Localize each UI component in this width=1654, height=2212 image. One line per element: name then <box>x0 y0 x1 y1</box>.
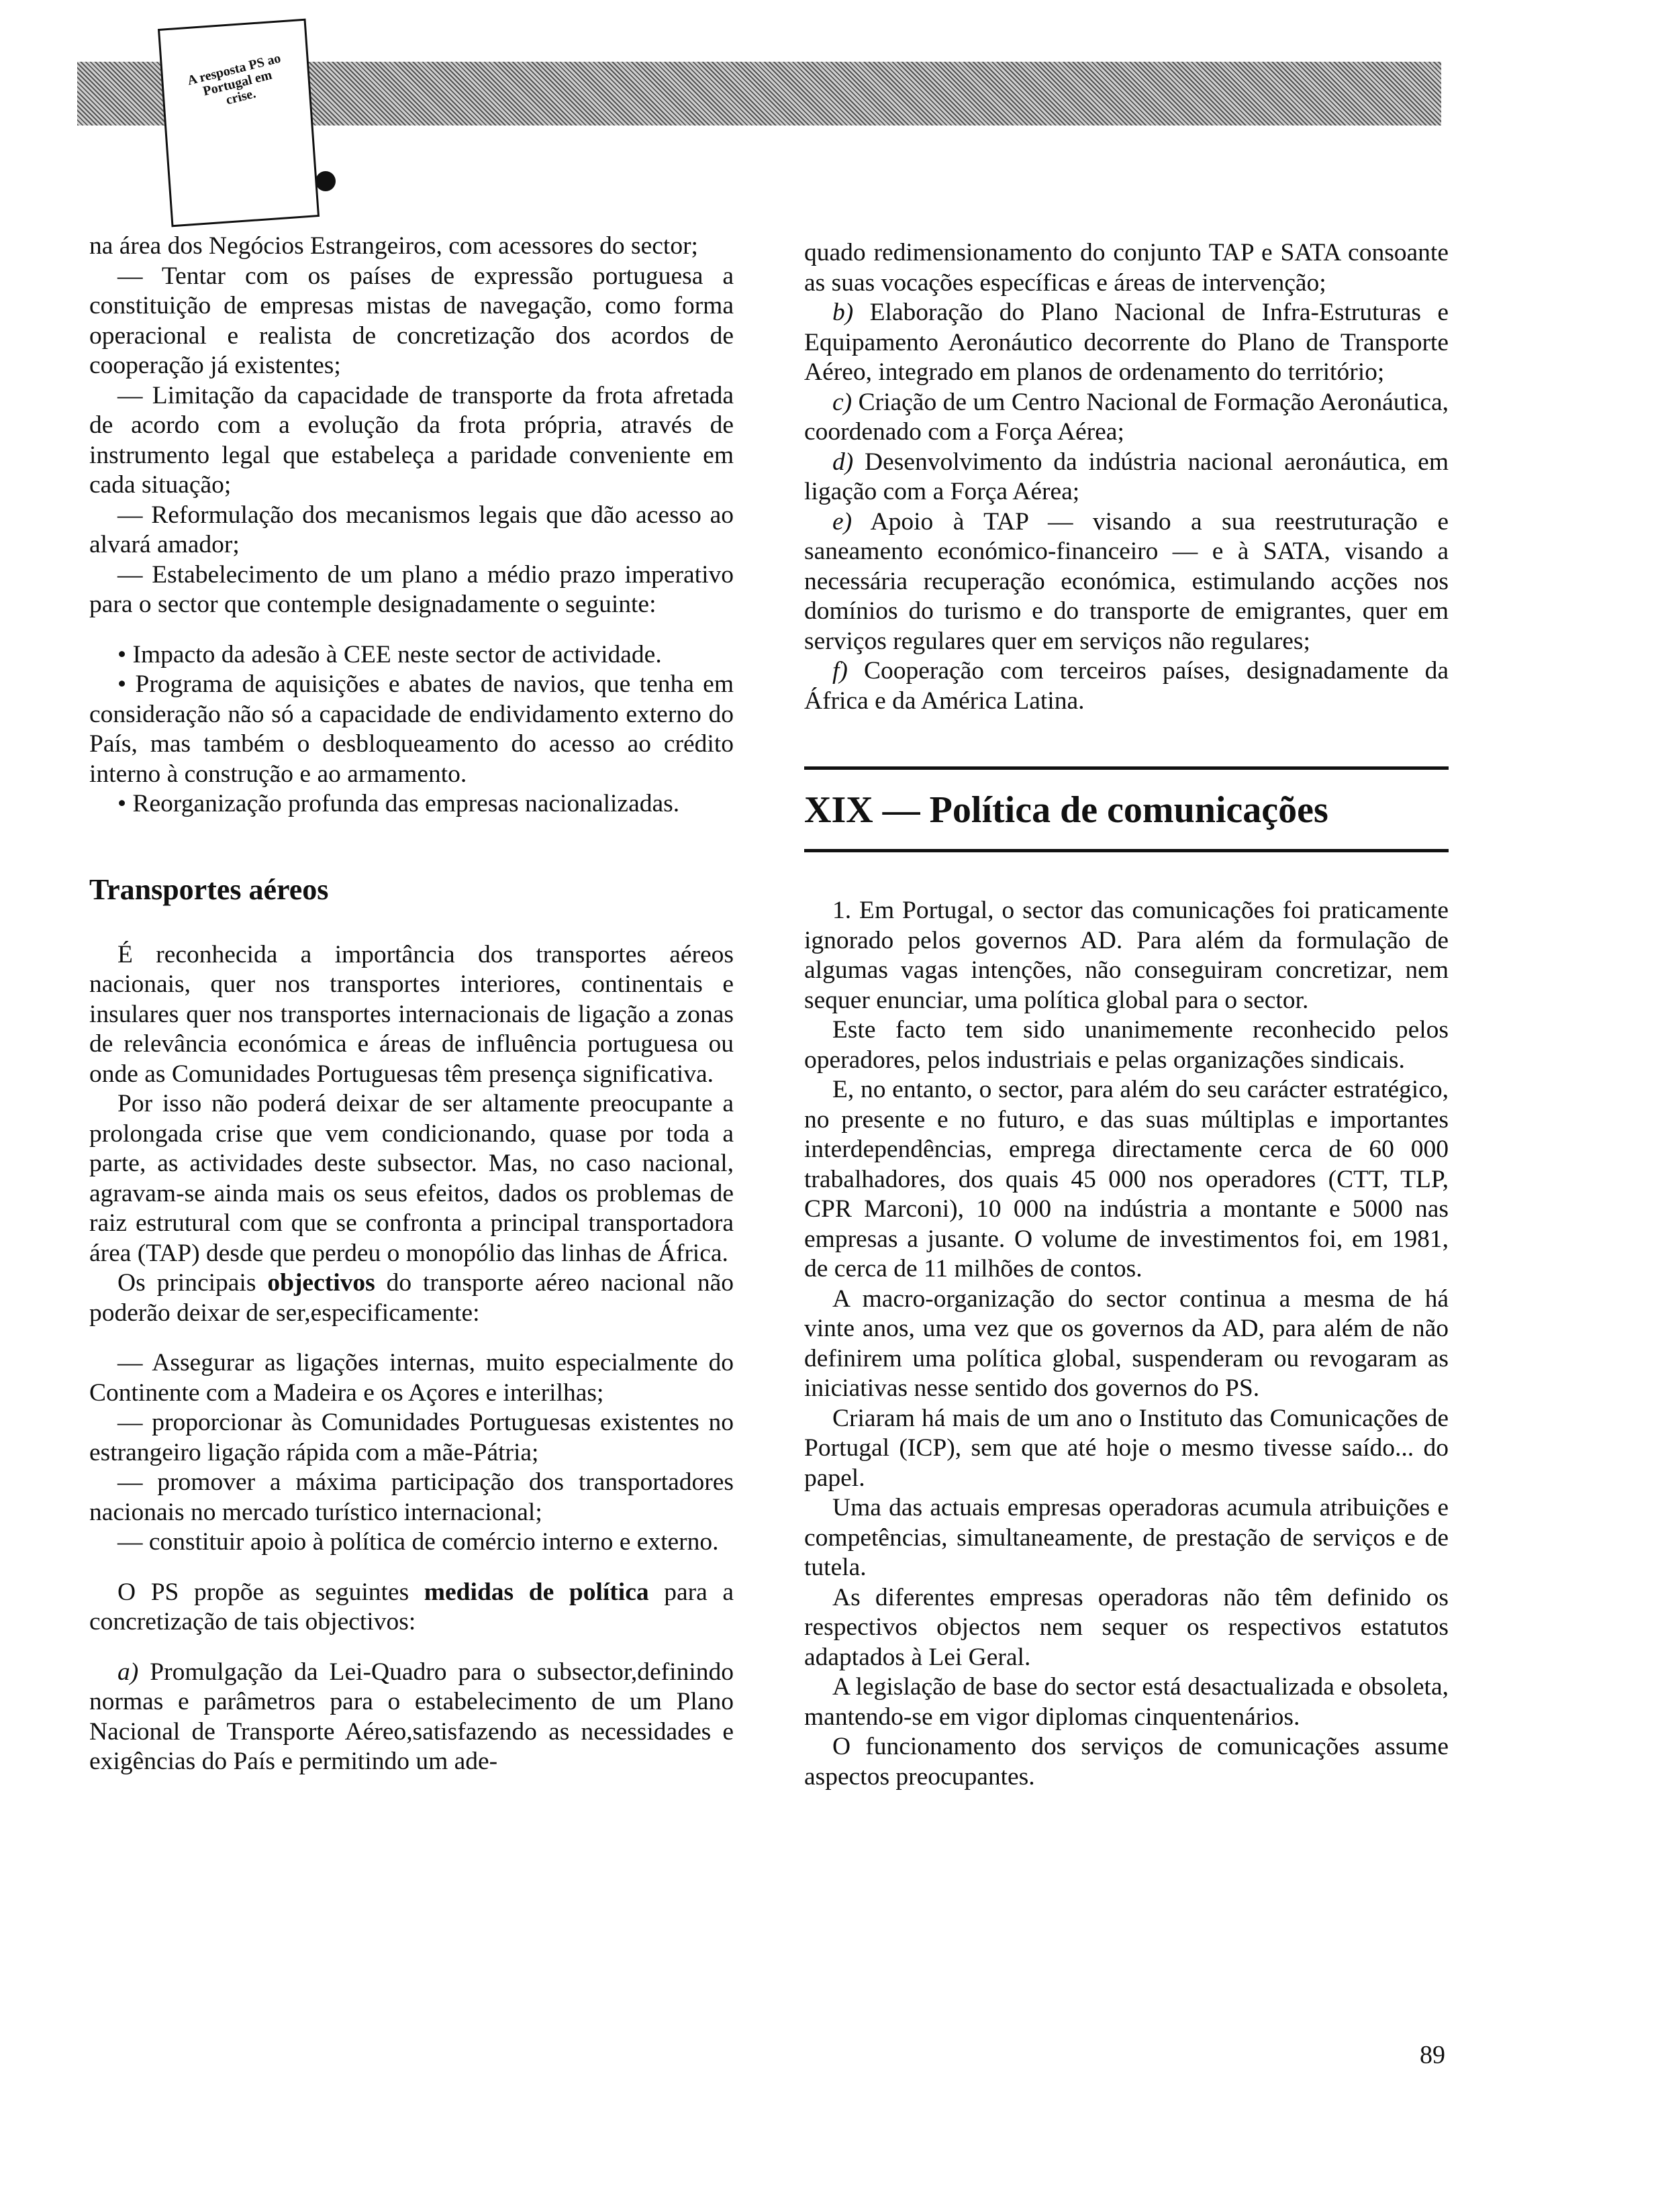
list-item: e) Apoio à TAP — visando a sua reestruturação e saneamento económico-financeiro — e à SATA, visando a necessária recuperação económica, estimulando acções nos domínios do turismo e do transporte de emigrantes, quer em serviços regulares quer em serviços não regulares; <box>804 507 1449 655</box>
list-item: c) Criação de um Centro Nacional de Formação Aeronáutica, coordenado com a Força Aérea; <box>804 388 1449 446</box>
paragraph: O PS propõe as seguintes medidas de política para a concretização de tais objectivos: <box>89 1578 734 1636</box>
paragraph: — Reformulação dos mecanismos legais que dão acesso ao alvará amador; <box>89 501 734 558</box>
paragraph: Criaram há mais de um ano o Instituto das Comunicações de Portugal (ICP), sem que até hoje o mesmo tivesse saído... do papel. <box>804 1404 1449 1492</box>
section-title: XIX — Política de comunicações <box>804 789 1328 831</box>
paragraph: — Tentar com os países de expressão portuguesa a constituição de empresas mistas de navegação, como forma operacional e realista de concretização dos acordos de cooperação já existentes; <box>89 262 734 379</box>
paragraph: — Limitação da capacidade de transporte da frota afretada de acordo com a evolução da frota própria, através de instrumento legal que estabeleça a paridade conveniente em cada situação; <box>89 381 734 499</box>
section-heading: Transportes aéreos <box>89 872 329 906</box>
party-logo-icon <box>315 171 336 191</box>
bullet-item: • Impacto da adesão à CEE neste sector de actividade. <box>117 640 662 668</box>
list-item: a) Promulgação da Lei-Quadro para o subsector,definindo normas e parâmetros para o estabelecimento de um Plano Nacional de Transporte Aéreo,satisfazendo as necessidades e exigências do País e permitindo um ade- <box>89 1658 734 1775</box>
right-column <box>804 238 1449 1792</box>
list-item: — Assegurar as ligações internas, muito especialmente do Continente com a Madeira e os Açores e interilhas; <box>89 1349 734 1407</box>
paragraph: — Estabelecimento de um plano a médio prazo imperativo para o sector que contemple designadamente o seguinte: <box>89 560 734 618</box>
paragraph: E, no entanto, o sector, para além do seu carácter estratégico, no presente e no futuro, e das suas múltiplas e importantes interdependências, emprega directamente cerca de 60 000 trabalhadores, dos quais 45 000 nos operadores (CTT, TLP, CPR Marconi), 10 000 na indústria a montante e 5000 nas empresas a jusante. O volume de investimentos foi, em 1981, de cerca de 11 milhões de contos. <box>804 1076 1449 1283</box>
book-cover-logo <box>158 19 320 228</box>
book-title: A resposta PS ao Portugal em crise. <box>185 50 283 108</box>
left-column <box>89 232 734 1777</box>
list-item: — proporcionar às Comunidades Portuguesas existentes no estrangeiro ligação rápida com a mãe-Pátria; <box>89 1409 734 1466</box>
paragraph: Os principais objectivos do transporte aéreo nacional não poderão deixar de ser,especificamente: <box>89 1269 734 1327</box>
list-item: — constituir apoio à política de comércio interno e externo. <box>117 1528 719 1556</box>
page-number: 89 <box>1420 2041 1445 2069</box>
bullet-item: • Reorganização profunda das empresas nacionalizadas. <box>117 790 680 817</box>
list-item: — promover a máxima participação dos transportadores nacionais no mercado turístico internacional; <box>89 1468 734 1526</box>
list-item: b) Elaboração do Plano Nacional de Infra-Estruturas e Equipamento Aeronáutico decorrente do Plano de Transporte Aéreo, integrado em planos de ordenamento do território; <box>804 299 1449 386</box>
bullet-item: • Programa de aquisições e abates de navios, que tenha em consideração não só a capacidade de endividamento externo do País, mas também o desbloqueamento do acesso ao crédito interno à construção e ao armamento. <box>89 670 734 788</box>
paragraph: As diferentes empresas operadoras não têm definido os respectivos objectos nem sequer os respectivos estatutos adaptados à Lei Geral. <box>804 1583 1449 1671</box>
list-item: d) Desenvolvimento da indústria nacional aeronáutica, em ligação com a Força Aérea; <box>804 448 1449 505</box>
paragraph: 1. Em Portugal, o sector das comunicações foi praticamente ignorado pelos governos AD. Para além da formulação de algumas vagas intenções, não conseguiram concretizar, nem sequer enunciar, uma política global para o sector. <box>804 897 1449 1014</box>
paragraph: É reconhecida a importância dos transportes aéreos nacionais, quer nos transportes interiores, continentais e insulares quer nos transportes internacionais de ligação a zonas de relevância económica e áreas de influência portuguesa ou onde as Comunidades Portuguesas têm presença significativa. <box>89 940 734 1088</box>
paragraph: na área dos Negócios Estrangeiros, com acessores do sector; <box>89 232 698 260</box>
paragraph: Uma das actuais empresas operadoras acumula atribuições e competências, simultaneamente, de prestação de serviços e de tutela. <box>804 1494 1449 1581</box>
paragraph: Por isso não poderá deixar de ser altamente preocupante a prolongada crise que vem condicionando, quase por toda a parte, as actividades deste subsector. Mas, no caso nacional, agravam-se ainda mais os seus efeitos, dados os problemas de raiz estrutural com que se confronta a principal transportadora área (TAP) desde que perdeu o monopólio das linhas de África. <box>89 1090 734 1267</box>
paragraph: O funcionamento dos serviços de comunicações assume aspectos preocupantes. <box>804 1733 1449 1791</box>
list-item: f) Cooperação com terceiros países, designadamente da África e da América Latina. <box>804 657 1449 715</box>
paragraph: quado redimensionamento do conjunto TAP e SATA consoante as suas vocações específicas e áreas de intervenção; <box>804 239 1449 297</box>
paragraph: A macro-organização do sector continua a mesma de há vinte anos, uma vez que os governos da AD, para além de não definirem uma política global, suspenderam ou revogaram as iniciativas nesse sentido dos governos do PS. <box>804 1285 1449 1402</box>
paragraph: Este facto tem sido unanimemente reconhecido pelos operadores, pelos industriais e pelas organizações sindicais. <box>804 1016 1449 1074</box>
paragraph: A legislação de base do sector está desactualizada e obsoleta, mantendo-se em vigor diplomas cinquentenários. <box>804 1673 1449 1731</box>
